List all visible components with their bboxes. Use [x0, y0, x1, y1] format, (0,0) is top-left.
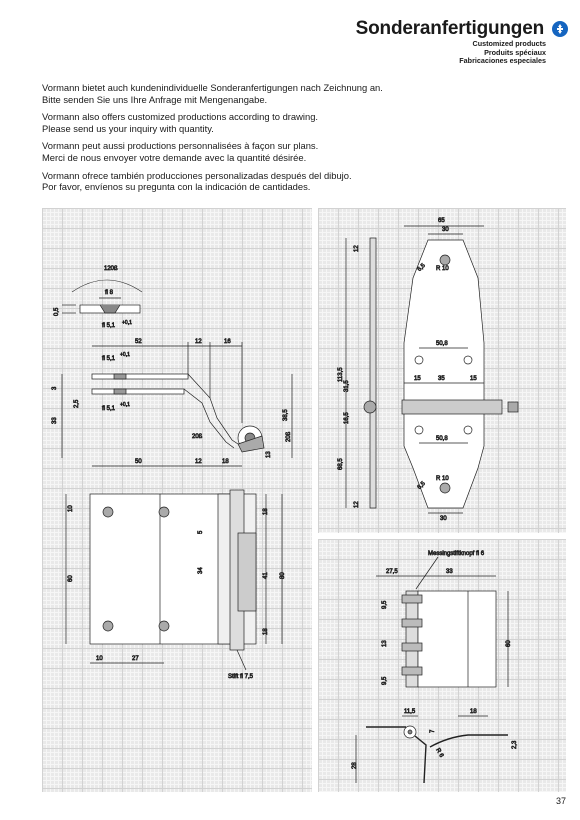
dim-2-5: 2,5 [74, 399, 80, 408]
technical-drawing-long-hinge [318, 208, 566, 533]
dim-34: 34 [198, 567, 204, 574]
dim-r10-top: R 10 [436, 266, 449, 272]
dim-31-5: 31,5 [344, 380, 350, 392]
drawing-panel-hinge-knob [318, 539, 566, 792]
dim-r2: 20ß [286, 431, 292, 442]
dim-41: 41 [263, 572, 269, 579]
label-knob: Messingstiftknopf fl 6 [428, 551, 485, 557]
dim-16-5: 16,5 [344, 412, 350, 424]
intro-fr-line1: Vormann peut aussi productions personnalisées à façon sur plans. [42, 140, 319, 152]
intro-fr-line2: Merci de nous envoyer votre demande avec la quantité désirée. [42, 151, 307, 163]
dim-60: 60 [506, 640, 512, 647]
dim-18-top: 18 [263, 508, 269, 515]
technical-drawing-knob-hinge [318, 539, 566, 792]
dim-27-5: 27,5 [386, 569, 398, 575]
dim-52: 52 [135, 339, 142, 345]
dim-12-bottom: 12 [354, 501, 360, 508]
intro-en [42, 111, 442, 134]
dim-bore-tol-2: fl 5,1 [102, 356, 116, 362]
dim-18: 18 [222, 459, 229, 465]
dim-113-5: 113,5 [338, 367, 344, 382]
dim-18-bottom: 18 [263, 628, 269, 635]
dim-9-5-top: 9,5 [382, 600, 388, 609]
dim-12-bottom: 12 [195, 459, 202, 465]
dim-5: 5 [198, 530, 204, 534]
dim-9-5-bottom: 9,5 [382, 676, 388, 685]
dim-15-left: 15 [414, 376, 421, 382]
dim-18: 18 [470, 709, 477, 715]
intro-de [42, 82, 442, 105]
dim-15-right: 15 [470, 376, 477, 382]
dim-30-bottom: 30 [440, 516, 447, 522]
subtitle-es: Fabricaciones especiales [459, 56, 546, 66]
dim-38-5: 38,5 [283, 409, 289, 421]
intro-text [42, 82, 442, 199]
dim-60: 60 [68, 575, 74, 582]
dim-thickness: 0,5 [54, 307, 60, 316]
dim-3: 3 [52, 386, 58, 390]
dim-33: 33 [52, 417, 58, 424]
dim-bore-tol-3: fl 5,1 [102, 406, 116, 412]
dim-68-5: 68,5 [338, 458, 344, 470]
intro-es [42, 170, 442, 193]
label-pin: Stift fl 7,5 [228, 674, 254, 680]
dim-tolerance-3: +0,1 [120, 402, 130, 408]
dim-angle-20: 20ß [192, 434, 203, 440]
subtitle-en: Customized products [472, 39, 546, 48]
dim-30-top: 30 [442, 227, 449, 233]
dim-r10-bottom: R 10 [436, 476, 449, 482]
dim-12-top: 12 [354, 245, 360, 252]
dim-11-5: 11,5 [404, 709, 416, 715]
intro-de-line1: Vormann bietet auch kundenindividuelle Sonderanfertigungen nach Zeichnung an. [42, 82, 383, 93]
dim-16: 16 [224, 339, 231, 345]
intro-en-line2: Please send us your inquiry with quantity. [42, 122, 214, 134]
dim-80: 80 [280, 572, 286, 579]
dim-bore-tol: fl 5,1 [102, 323, 116, 329]
drawing-panel-hinge-left [42, 208, 312, 792]
dim-50-8-top: 50,8 [436, 341, 448, 347]
dim-6-5-top: 6,5 [416, 262, 427, 273]
intro-es-line1: Vormann ofrece también producciones personalizadas después del dibujo. [42, 169, 352, 181]
intro-es-line2: Por favor, envíenos su pregunta con la indicación de cantidades. [42, 181, 311, 193]
page-number: 37 [555, 796, 566, 806]
dim-50: 50 [135, 459, 142, 465]
intro-fr [42, 140, 442, 163]
dim-7: 7 [430, 729, 436, 733]
drawing-panel-hinge-long [318, 208, 566, 533]
dim-12-top: 12 [195, 339, 202, 345]
page-header [356, 18, 568, 66]
dim-50-8-bottom: 50,8 [436, 436, 448, 442]
subtitle-fr: Produits spéciaux [484, 47, 546, 57]
dim-angle: 120ß [104, 266, 118, 272]
dim-28: 28 [352, 762, 358, 769]
dim-tolerance-2: +0,1 [120, 352, 130, 358]
dim-r6: R 6 [434, 747, 445, 759]
info-plus-icon [552, 21, 568, 37]
technical-drawing-left [42, 208, 312, 792]
dim-tolerance-1: +0,1 [122, 320, 132, 326]
page-title: Sonderanfertigungen [355, 18, 544, 39]
dim-10-top: 10 [68, 505, 74, 512]
dim-2-3: 2,3 [512, 740, 518, 749]
dim-27: 27 [132, 656, 139, 662]
dim-13: 13 [266, 451, 272, 458]
dim-35: 35 [438, 376, 445, 382]
dim-13: 13 [382, 640, 388, 647]
intro-de-line2: Bitte senden Sie uns Ihre Anfrage mit Mengenangabe. [42, 93, 268, 105]
dim-bore: fl 8 [105, 290, 114, 296]
dim-65: 65 [438, 218, 445, 224]
intro-en-line1: Vormann also offers customized productions according to drawing. [42, 111, 319, 123]
dim-33: 33 [446, 569, 453, 575]
dim-6-5-bottom: 6,5 [416, 480, 427, 491]
dim-10-bottom: 10 [96, 656, 103, 662]
